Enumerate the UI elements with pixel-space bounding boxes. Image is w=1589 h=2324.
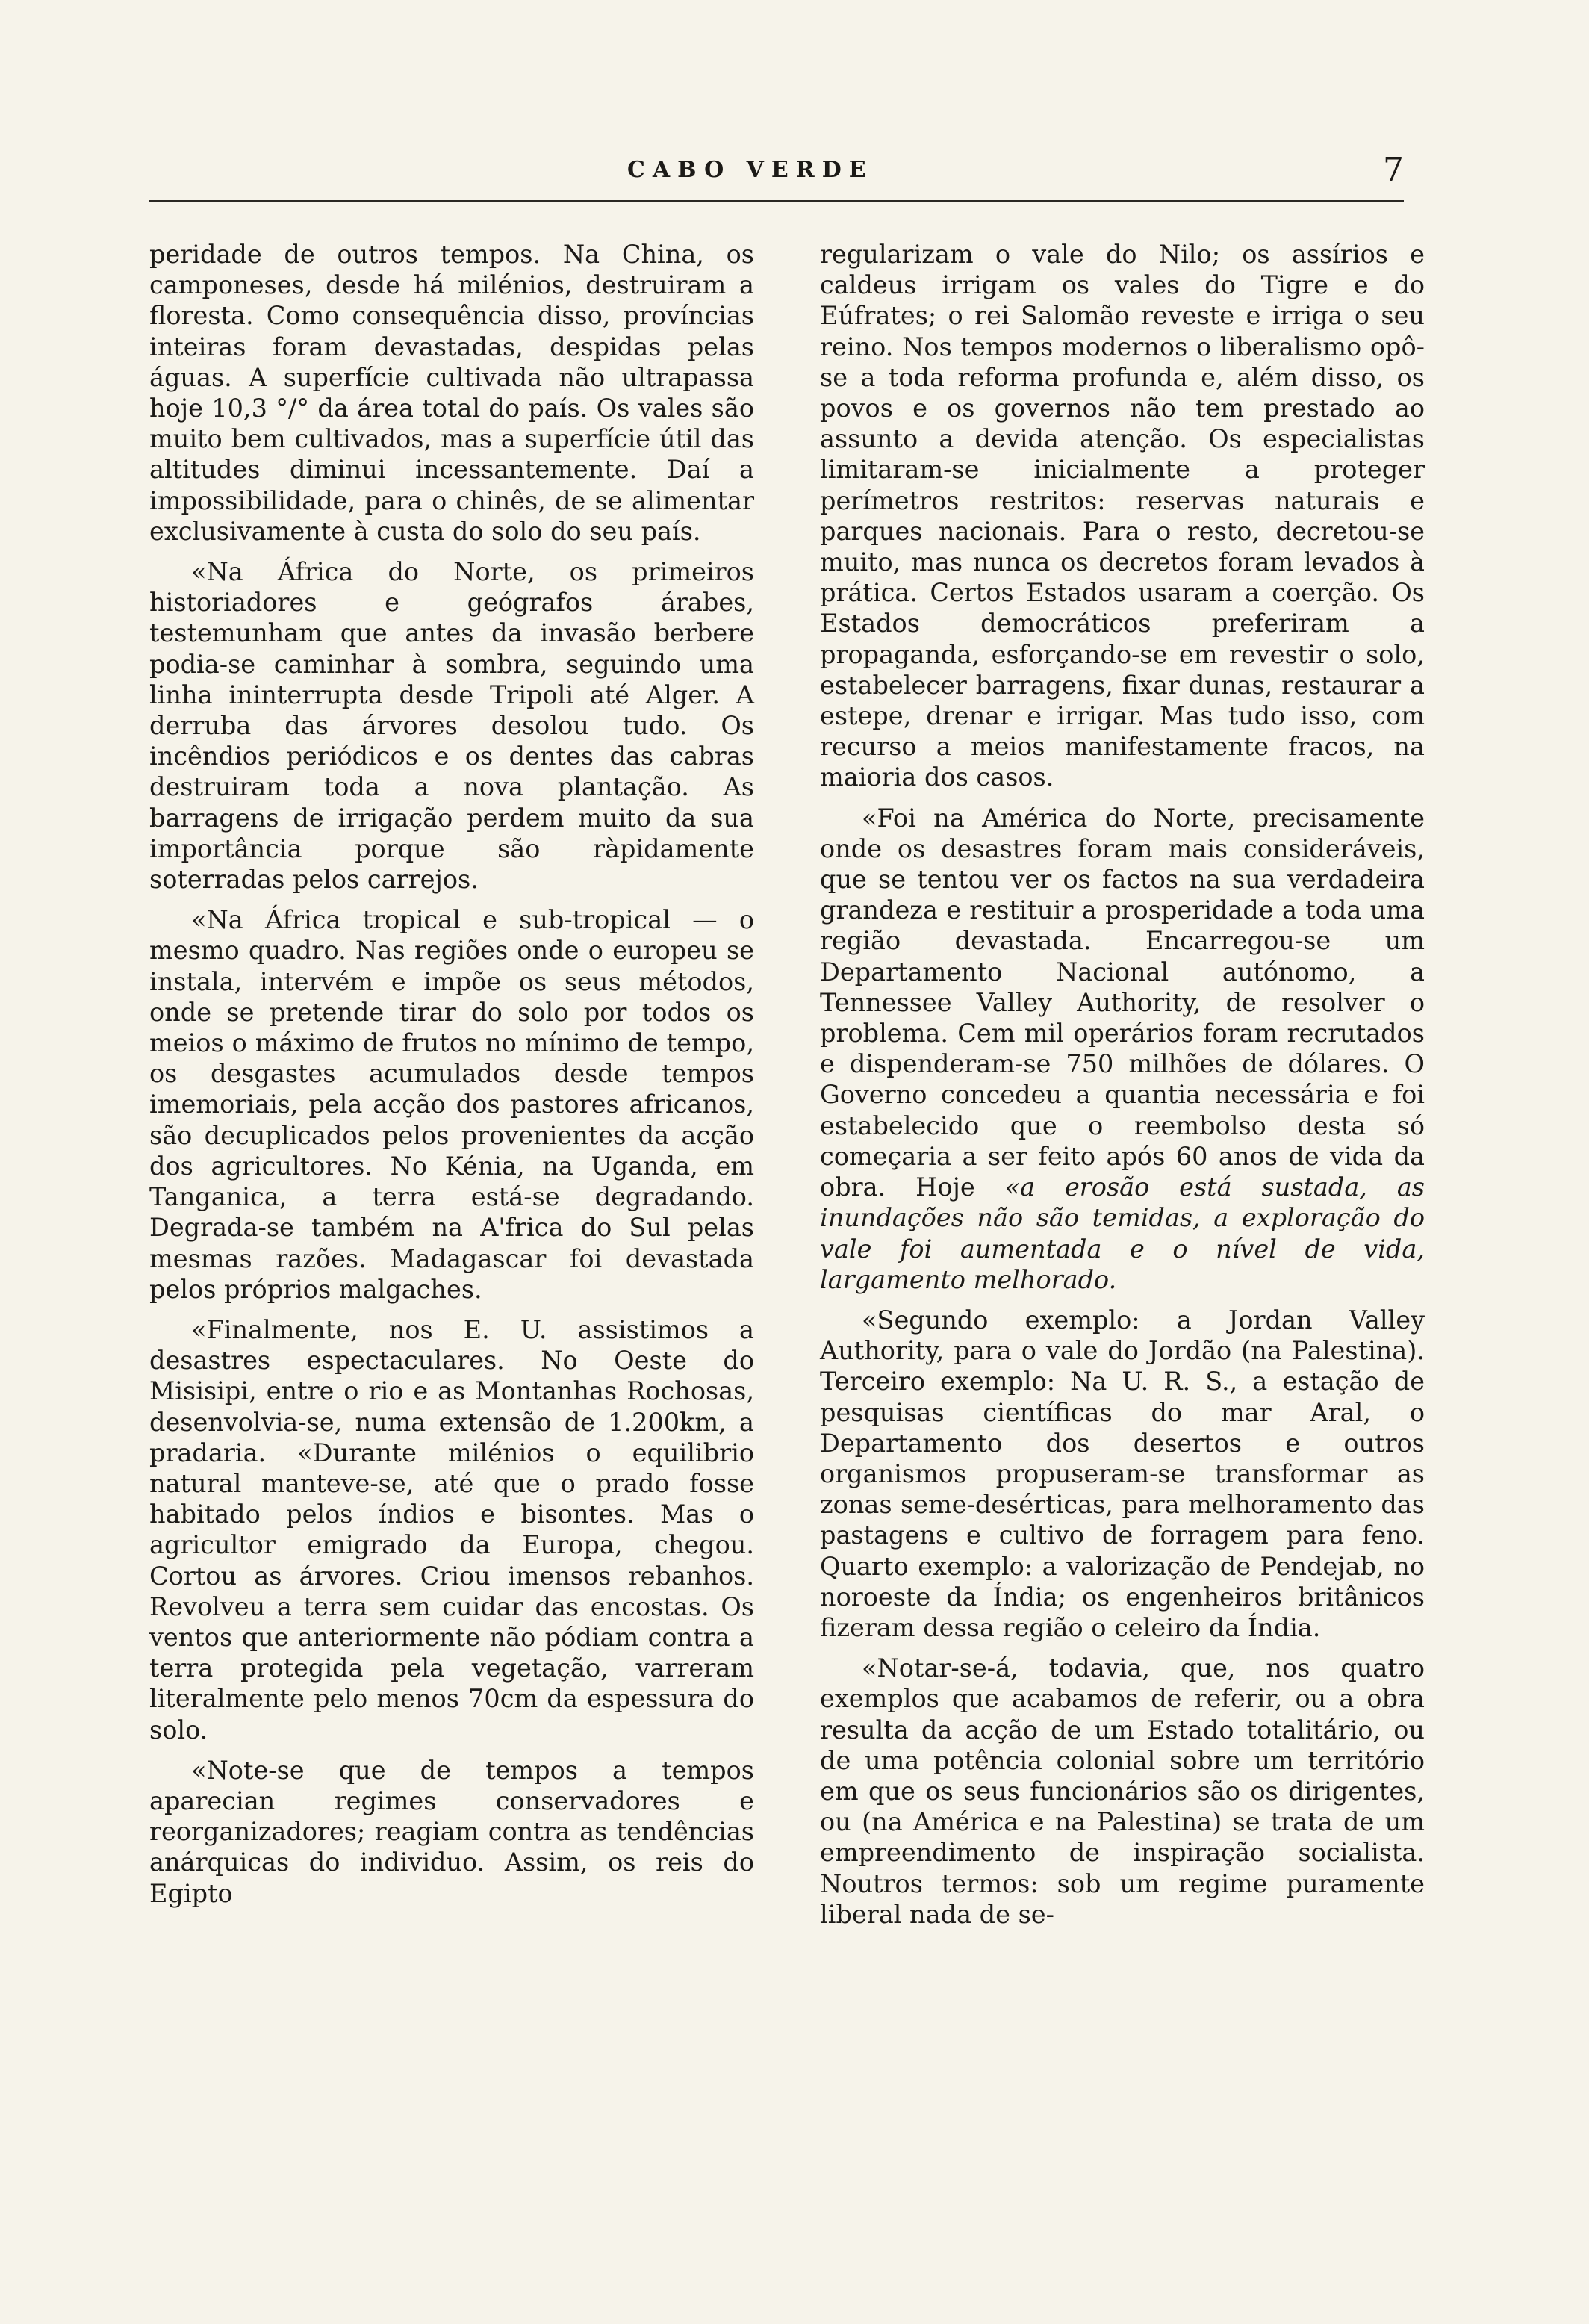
italic-quote: «a erosão está sustada, as inundações não são temidas, a exploração do vale foi aumentada e o nível de vida, largamento melhorado.	[820, 1172, 1425, 1294]
paragraph-text: «Foi na América do Norte, precisamente onde os desastres foram mais consideráveis, que se tentou ver os factos na sua verdadeira grandeza e restituir a prosperidade a toda uma região devastada. Encarregou-se um Departamento Nacional autónomo, a Tennessee Valley Authority, de resolver o problema. Cem mil operários foram recrutados e dispenderam-se 750 milhões de dólares. O Governo concedeu a quantia necessária e foi estabelecido que o reembolso desta só começaria a ser feito após 60 anos de vida da obra. Hoje	[820, 803, 1425, 1202]
paragraph: «Segundo exemplo: a Jordan Valley Authority, para o vale do Jordão (na Palestina). Terceiro exemplo: Na U. R. S., a estação de pesquisas científicas do mar Aral, o Departamento dos desertos e outros organismos propuseram-se transformar as zonas seme-desérticas, para melhoramento das pastagens e cultivo de forragem para feno. Quarto exemplo: a valorização de Pendejab, no noroeste da Índia; os engenheiros britânicos fizeram dessa região o celeiro da Índia.	[820, 1305, 1425, 1642]
paragraph: «Na África tropical e sub-tropical — o mesmo quadro. Nas regiões onde o europeu se instala, intervém e impõe os seus métodos, onde se pretende tirar do solo por todos os meios o máximo de frutos no mínimo de tempo, os desgastes acumulados desde tempos imemoriais, pela acção dos pastores africanos, são decuplicados pelos provenientes da acção dos agricultores. No Kénia, na Uganda, em Tanganica, a terra está-se degradando. Degrada-se também na A'frica do Sul pelas mesmas razões. Madagascar foi devastada pelos próprios malgaches.	[149, 905, 754, 1304]
running-title: CABO VERDE	[627, 157, 874, 183]
paragraph	[820, 803, 1425, 1295]
page-number: 7	[1383, 151, 1404, 189]
page-header	[149, 151, 1404, 202]
paragraph: «Note-se que de tempos a tempos aparecian regimes conservadores e reorganizadores; reagiam contra as tendências anárquicas do individuo. Assim, os reis do Egipto	[149, 1755, 754, 1908]
paragraph: «Notar-se-á, todavia, que, nos quatro exemplos que acabamos de referir, ou a obra resulta da acção de um Estado totalitário, ou de uma potência colonial sobre um território em que os seus funcionários são os dirigentes, ou (na América e na Palestina) se trata de um empreendimento de inspiração socialista. Noutros termos: sob um regime puramente liberal nada de se-	[820, 1653, 1425, 1929]
paragraph: «Finalmente, nos E. U. assistimos a desastres espectaculares. No Oeste do Misisipi, entre o rio e as Montanhas Rochosas, desenvolvia-se, numa extensão de 1.200km, a pradaria. «Durante milénios o equilibrio natural manteve-se, até que o prado fosse habitado pelos índios e bisontes. Mas o agricultor emigrado da Europa, chegou. Cortou as árvores. Criou imensos rebanhos. Revolveu a terra sem cuidar das encostas. Os ventos que anteriormente não pódiam contra a terra protegida pela vegetação, varreram literalmente pelo menos 70cm da espessura do solo.	[149, 1314, 754, 1744]
right-column	[820, 239, 1425, 1930]
left-column	[149, 239, 754, 1909]
paragraph: regularizam o vale do Nilo; os assírios e caldeus irrigam os vales do Tigre e do Eúfrates; o rei Salomão reveste e irriga o seu reino. Nos tempos modernos o liberalismo opô-se a toda reforma profunda e, além disso, os povos e os governos não tem prestado ao assunto a devida atenção. Os especialistas limitaram-se inicialmente a proteger perímetros restritos: reservas naturais e parques nacionais. Para o resto, decretou-se muito, mas nunca os decretos foram levados à prática. Certos Estados usaram a coerção. Os Estados democráticos preferiram a propaganda, esforçando-se em revestir o solo, estabelecer barragens, fixar dunas, restaurar a estepe, drenar e irrigar. Mas tudo isso, com recurso a meios manifestamente fracos, na maioria dos casos.	[820, 240, 1425, 792]
paragraph: «Na África do Norte, os primeiros historiadores e geógrafos árabes, testemunham que antes da invasão berbere podia-se caminhar à sombra, seguindo uma linha ininterrupta desde Tripoli até Alger. A derruba das árvores desolou tudo. Os incêndios periódicos e os dentes das cabras destruiram toda a nova plantação. As barragens de irrigação perdem muito da sua importância porque são ràpidamente soterradas pelos carrejos.	[149, 557, 754, 895]
paragraph: peridade de outros tempos. Na China, os camponeses, desde há milénios, destruiram a floresta. Como consequência disso, províncias inteiras foram devastadas, despidas pelas águas. A superfície cultivada não ultrapassa hoje 10,3 °/° da área total do país. Os vales são muito bem cultivados, mas a superfície útil das altitudes diminui incessantemente. Daí a impossibilidade, para o chinês, de se alimentar exclusivamente à custa do solo do seu país.	[149, 240, 754, 546]
